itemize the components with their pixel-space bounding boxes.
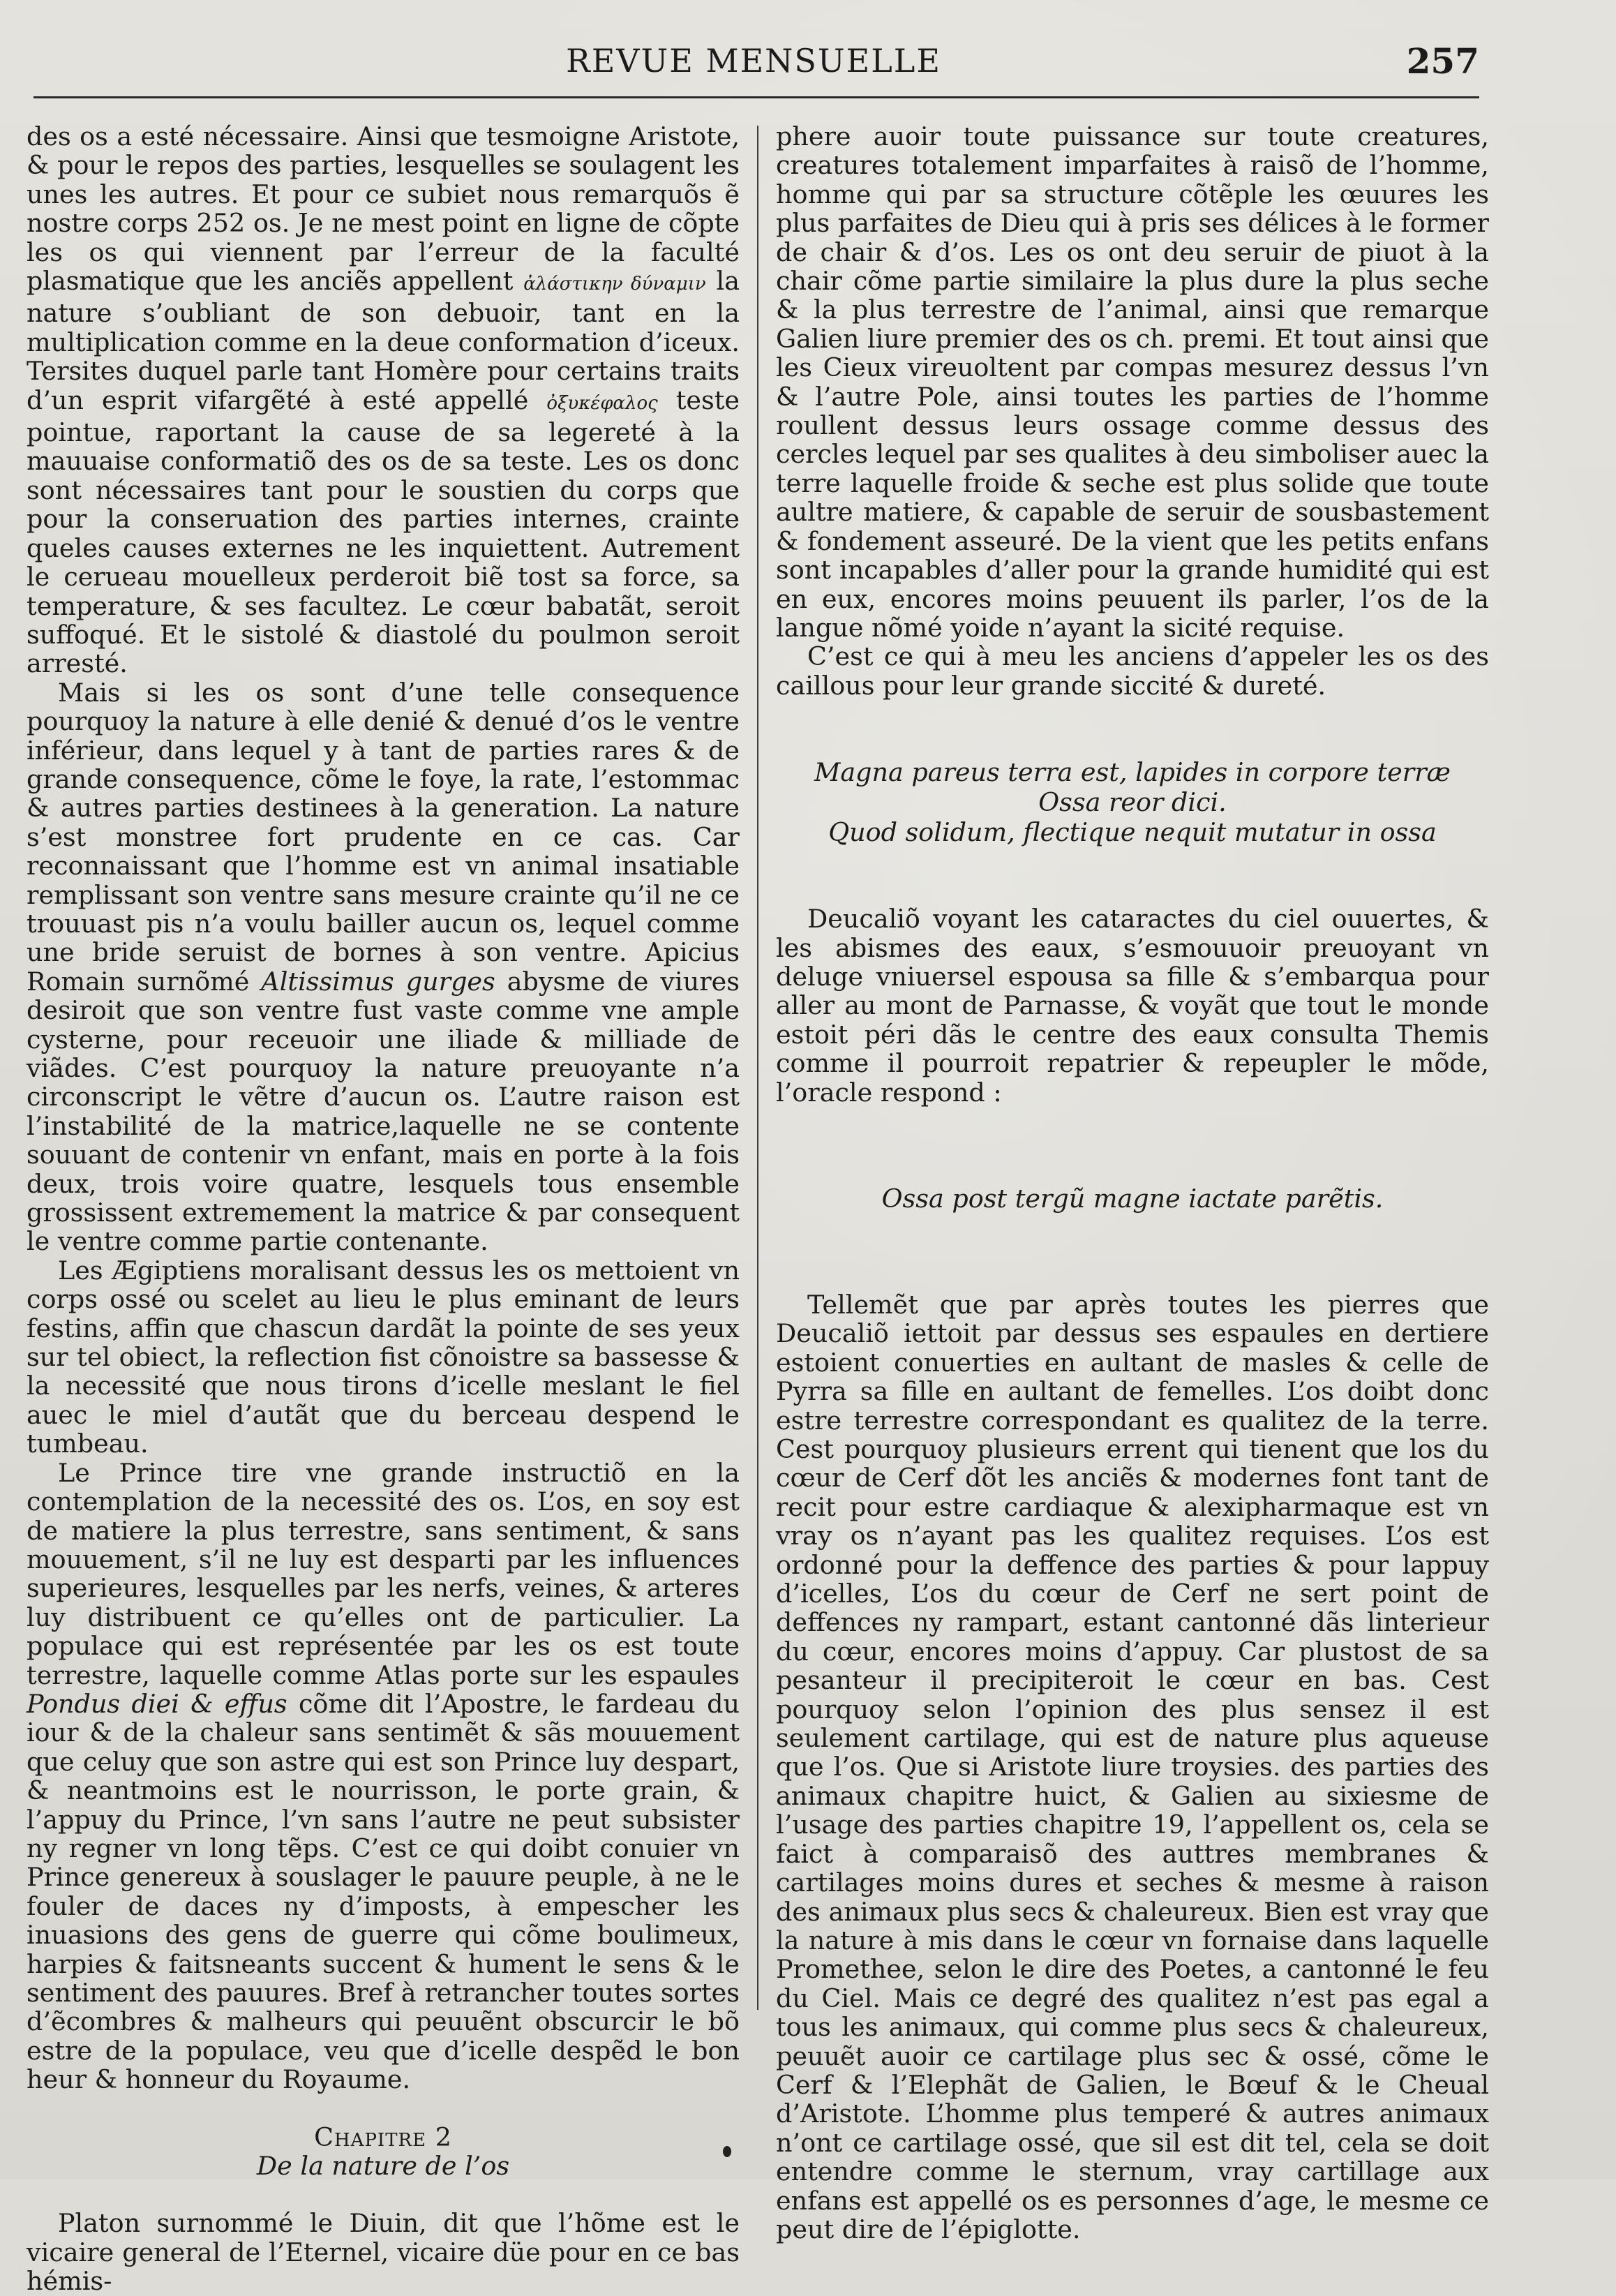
paragraph: Platon surnommé le Diuin, dit que l’hõme est le vicaire general de l’Eternel, vicaire düe pour en ce bas hémis- (27, 2208, 740, 2296)
paragraph: C’est ce qui à meu les anciens d’appeler les os des caillous pour leur grande siccité & dureté. (776, 641, 1489, 701)
page-header (28, 35, 1479, 91)
greek-term: ὀξυκέφαλος (546, 392, 658, 414)
text-run: Mais si les os sont d’une telle consequence pourquoy la nature à elle denié & denué d’os le ventre inférieur, dans lequel y à tant de parties rares & de grande consequence, cõme le foye, la rate, l’estommac & autres parties destinees à la generation. La nature s’est monstree fort prudente en ce cas. Car reconnaissant que l’homme est vn animal insatiable remplissant son ventre sans mesure crainte qu’il ne ce trouuast pis n’a voulu bailler aucun os, lequel comme une bride seruist de bornes à son ventre. Apicius Romain surnõmé (27, 677, 740, 997)
running-title: REVUE MENSUELLE (566, 42, 941, 80)
chapter-label: Chapitre 2 (314, 2122, 452, 2152)
text-run: teste pointue, raportant la cause de sa legereté à la mauuaise conformatiõ des os de sa teste. Les os donc sont nécessaires tant pour le soustien du corps que pour la conseruation des parties internes, crainte queles causes externes ne les inquiettent. Autrement le cerueau mouelleux perderoit biẽ tost sa force, sa temperature, & ses facultez. Le cœur babatãt, seroit suffoqué. Et le sistolé & diastolé du poulmon seroit arresté. (27, 385, 740, 679)
latin-epithet: Altissimus gurges (261, 966, 495, 997)
verse-line: Quod solidum, flectique nequit mutatur in ossa (828, 817, 1437, 848)
text-run: la nature s’oubliant de son debuoir, tant en la multiplication comme en la deue conformation d’iceux. Tersites duquel parle tant Homère pour certains traits d’un esprit vifargẽté à esté appellé (27, 266, 740, 415)
paragraph: phere auoir toute puissance sur toute creatures, creatures totalement imparfaites à raisõ de l’homme, homme qui par sa structure cõtẽple les œuures les plus parfaites de Dieu qui à pris ses délices à le former de chair & d’os. Les os ont deu seruir de piuot à la chair cõme partie similaire la plus dure la plus seche & la plus terrestre de l’animal, ainsi que remarque Galien liure premier des os ch. premi. Et tout ainsi que les Cieux vireuoltent par compas mesurez dessus l’vn & l’autre Pole, ainsi toutes les parties de l’homme roullent dessus leurs ossage comme dessus des cercles lequel par ses qualites à deu simboliser auec la terre laquelle froide & seche est plus solide que toute aultre matiere, & capable de seruir de sousbastement & fondement asseuré. De la vient que les petits enfans sont incapables d’aller pour la grande humidité qui est en eux, encores moins peuuent ils parler, l’os de la langue nõmé yoide n’ayant la sicité requise. (776, 121, 1489, 643)
paragraph: Deucaliõ voyant les cataractes du ciel ouuertes, & les abismes des eaux, s’esmouuoir preuoyant vn deluge vniuersel espousa sa fille & s’embarqua pour aller au mont de Parnasse, & voyãt que tout le monde estoit péri dãs le centre des eaux consulta Themis comme il pourroit repatrier & repeupler le mõde, l’oracle respond : (776, 904, 1489, 1108)
paragraph: Les Ægiptiens moralisant dessus les os mettoient vn corps ossé ou scelet au lieu le plus eminant de leurs festins, affin que chascun dardãt la pointe de ses yeux sur tel obiect, la reflection fist cõnoistre sa bassesse & la necessité que nous tirons d’icelle meslant le fiel auec le miel d’autãt que du berceau despend le tumbeau. (27, 1255, 740, 1459)
chapter-title: De la nature de l’os (256, 2151, 510, 2182)
right-column (776, 122, 1489, 2244)
text-run: abysme de viures desiroit que son ventre fust vaste comme vne ample cysterne, pour receuoir une iliade & milliade de viãdes. C’est pourquoy la nature preuoyante n’a circonscript le vẽtre d’aucun os. L’autre raison est l’instabilité de la matrice,laquelle ne se contente souuant de contenir vn enfant, mais en porte à la fois deux, trois voire quatre, lesquels tous ensemble grossissent extremement la matrice & par consequent le ventre comme partie contenante. (27, 966, 740, 1257)
page-number: 257 (1406, 40, 1479, 82)
header-rule (33, 96, 1479, 98)
oracle-line: Ossa post tergũ magne iactate parẽtis. (881, 1183, 1384, 1214)
paragraph (27, 678, 740, 1256)
column-divider (757, 126, 758, 2010)
paragraph (27, 1459, 740, 2094)
text-run: des os a esté nécessaire. Ainsi que tesmoigne Aristote, & pour le repos des parties, lesquelles se soulagent les unes les autres. Et pour ce subiet nous remarquõs ẽ nostre corps 252 os. Je ne mest point en ligne de cõpte les os qui viennent par l’erreur de la faculté plasmatique que les anciẽs appellent (27, 121, 740, 297)
verse-line: Magna pareus terra est, lapides in corpore terræ (814, 757, 1451, 788)
left-column (27, 122, 740, 2296)
ink-speck (723, 2146, 731, 2157)
latin-quote: Pondus diei & effus (27, 1688, 287, 1719)
greek-term: ἀλάστικην δύναμιν (523, 274, 706, 295)
verse-line: Ossa reor dici. (1038, 787, 1227, 818)
paragraph: Tellemẽt que par après toutes les pierres que Deucaliõ iettoit par dessus ses espaules en dertiere estoient conuerties en aultant de masles & celle de Pyrra sa fille en aultant de femelles. L’os doibt donc estre terrestre correspondant es qualitez de la terre. Cest pourquoy plusieurs errent qui tienent que los du cœur de Cerf dõt les anciẽs & modernes font tant de recit pour estre cardiaque & alexipharmaque est vn vray os n’ayant pas les qualitez requises. L’os est ordonné pour la deffence des parties & pour lappuy d’icelles, L’os du cœur de Cerf ne sert point de deffences ny rampart, estant cantonné dãs linterieur du cœur, encores moins d’appuy. Car plustost de sa pesanteur il precipiteroit le cœur en bas. Cest pourquoy selon l’opinion des plus sensez il est seulement cartilage, qui est de nature plus aqueuse que l’os. Que si Aristote liure troysies. des parties des animaux chapitre huict, & Galien au sixiesme de l’usage des parties chapitre 19, l’appellent os, cela se faict à comparaisõ des auttres membranes & cartilages moins dures et seches & mesme à raison des animaux plus secs & chaleureux. Bien est vray que la nature à mis dans le cœur vn fornaise dans laquelle Promethee, selon le dire des Poetes, a cantonné le feu du Ciel. Mais ce degré des qualitez n’est pas egal a tous les animaux, qui comme plus secs & chaleureux, peuuẽt auoir ce cartilage plus sec & ossé, cõme le Cerf & l’Elephãt de Galien, le Bœuf & le Cheual d’Aristote. L’homme plus temperé & autres animaux n’ont ce cartilage ossé, que sil est dit tel, cela se doit entendre comme le sternum, vray cartillage aux enfans est appellé os es personnes d’age, le mesme ce peut dire de l’épiglotte. (776, 1289, 1489, 2244)
verse-block (776, 757, 1489, 847)
text-run: Le Prince tire vne grande instructiõ en la contemplation de la necessité des os. L’os, en soy est de matiere la plus terrestre, sans sentiment, & sans mouuement, s’il ne luy est desparti par les influences superieures, lesquelles par les nerfs, veines, & arteres luy distribuent ce qu’elles ont de particulier. La populace qui est représentée par les os est toute terrestre, laquelle comme Atlas porte sur les espaules (27, 1457, 740, 1690)
text-run: cõme dit l’Apostre, le fardeau du iour & de la chaleur sans sentimẽt & sãs mouuement que celuy que son astre qui est son Prince luy despart, & neantmoins est le nourrisson, le porte grain, & l’appuy du Prince, l’vn sans l’autre ne peut subsister ny regner vn long tẽps. C’est ce qui doibt conuier vn Prince genereux à souslager le pauure peuple, à ne le fouler de daces ny d’imposts, à empescher les inuasions des gens de guerre qui cõme boulimeux, harpies & faitsneants succent & hument le sens & le sentiment des pauures. Bref à retrancher toutes sortes d’ẽcombres & malheurs qui peuuẽnt obscurcir le bõ estre de la populace, veu que d’icelle despẽd le bon heur & honneur du Royaume. (27, 1688, 740, 2095)
paragraph (27, 122, 740, 678)
